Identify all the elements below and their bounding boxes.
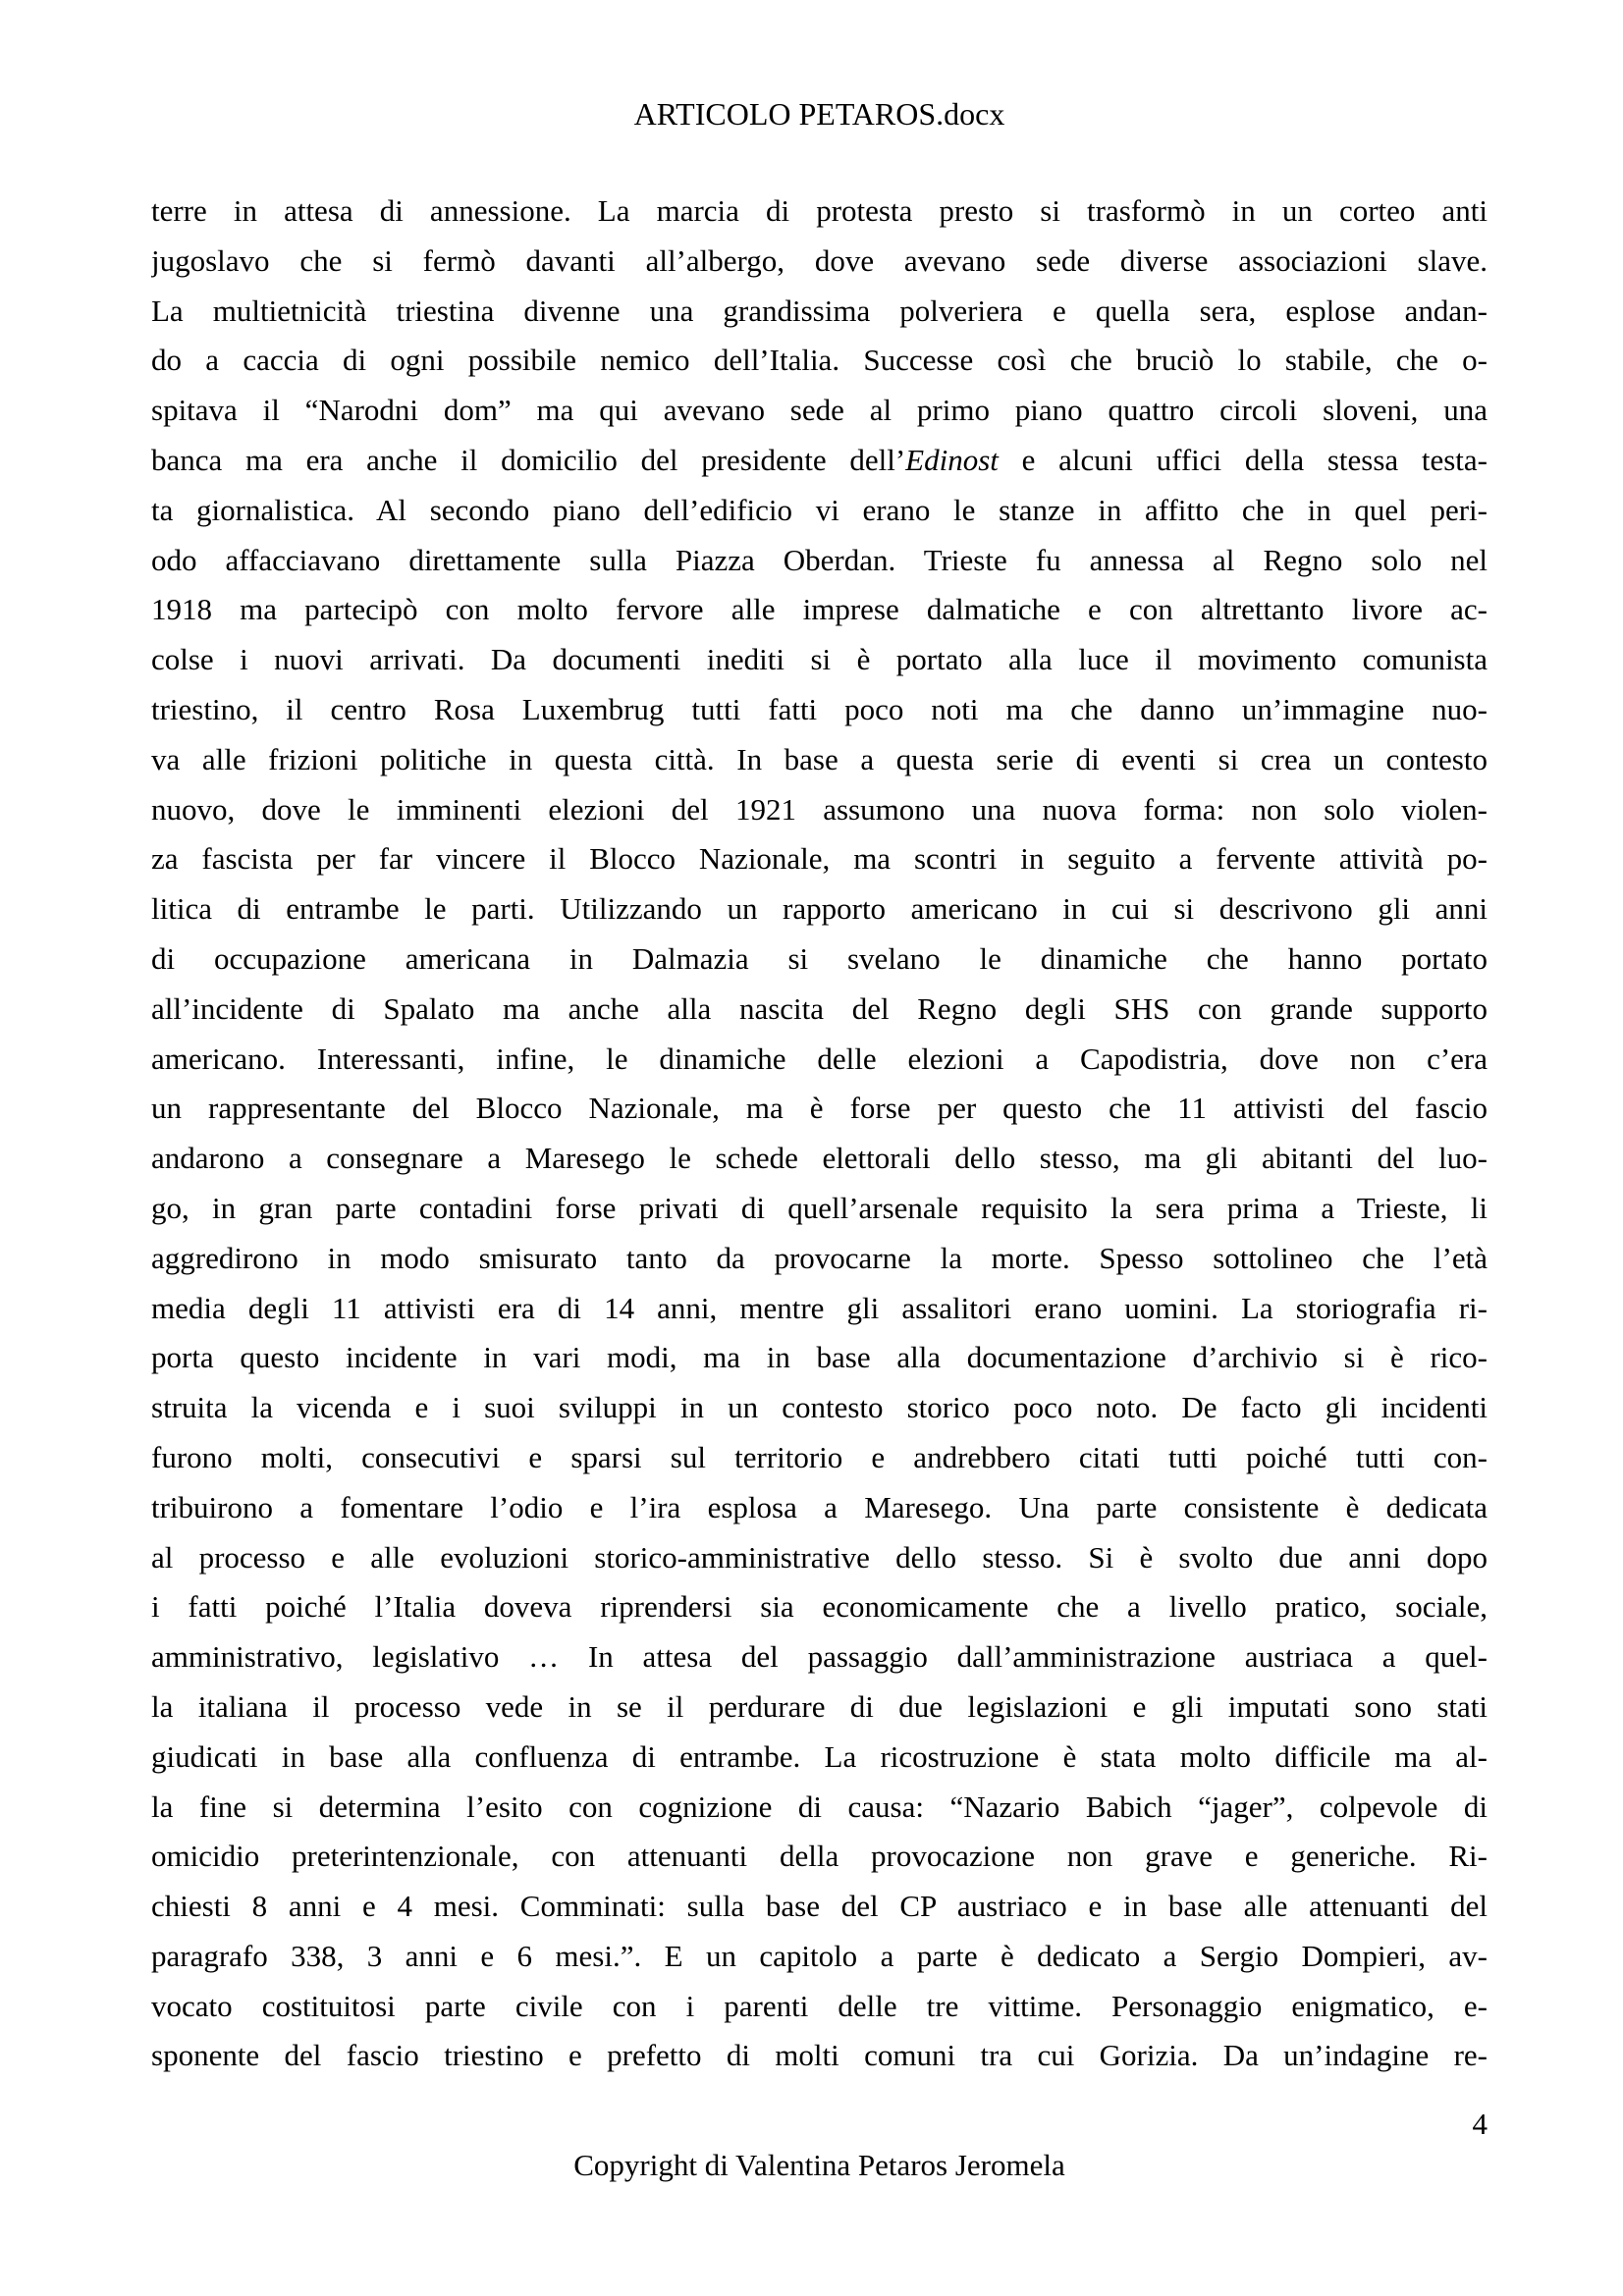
text-line: andarono a consegnare a Maresego le schede elettorali dello stesso, ma gli abitanti del luo-	[151, 1141, 1488, 1176]
text-line: al processo e alle evoluzioni storico-amministrative dello stesso. Si è svolto due anni dopo	[151, 1539, 1488, 1575]
text-line: americano. Interessanti, infine, le dinamiche delle elezioni a Capodistria, dove non c’era	[151, 1041, 1488, 1076]
italic-text-segment: Edinost	[905, 442, 999, 477]
text-line: nuovo, dove le imminenti elezioni del 1921 assumono una nuova forma: non solo violen-	[151, 791, 1488, 827]
text-line: jugoslavo che si fermò davanti all’albergo, dove avevano sede diverse associazioni slave.	[151, 242, 1488, 278]
text-line: odo affacciavano direttamente sulla Piazza Oberdan. Trieste fu annessa al Regno solo nel	[151, 542, 1488, 577]
text-line: furono molti, consecutivi e sparsi sul territorio e andrebbero citati tutti poiché tutti con-	[151, 1439, 1488, 1474]
text-line: 1918 ma partecipò con molto fervore alle imprese dalmatiche e con altrettanto livore ac-	[151, 592, 1488, 627]
text-line: va alle frizioni politiche in questa città. In base a questa serie di eventi si crea un contesto	[151, 741, 1488, 776]
text-line: amministrativo, legislativo … In attesa del passaggio dall’amministrazione austriaca a quel-	[151, 1639, 1488, 1675]
text-line: vocato costituitosi parte civile con i parenti delle tre vittime. Personaggio enigmatico, e-	[151, 1988, 1488, 2023]
footer-copyright: Copyright di Valentina Petaros Jeromela	[573, 2148, 1065, 2182]
text-line: la italiana il processo vede in se il perdurare di due legislazioni e gli imputati sono stati	[151, 1688, 1488, 1724]
document-title: ARTICOLO PETAROS.docx	[633, 96, 1005, 132]
text-line: aggredirono in modo smisurato tanto da provocarne la morte. Spesso sottolineo che l’età	[151, 1240, 1488, 1275]
text-line: litica di entrambe le parti. Utilizzando un rapporto americano in cui si descrivono gli anni	[151, 891, 1488, 927]
text-line: colse i nuovi arrivati. Da documenti inediti si è portato alla luce il movimento comunista	[151, 642, 1488, 677]
page-number: 4	[1472, 2107, 1488, 2141]
text-line: media degli 11 attivisti era di 14 anni, mentre gli assalitori erano uomini. La storiografia ri-	[151, 1290, 1488, 1325]
text-line: sponente del fascio triestino e prefetto di molti comuni tra cui Gorizia. Da un’indagine re-	[151, 2038, 1488, 2073]
text-line: di occupazione americana in Dalmazia si svelano le dinamiche che hanno portato	[151, 940, 1488, 976]
text-line: porta questo incidente in vari modi, ma in base alla documentazione d’archivio si è rico-	[151, 1340, 1488, 1375]
text-line: chiesti 8 anni e 4 mesi. Comminati: sulla base del CP austriaco e in base alle attenuanti del	[151, 1889, 1488, 1924]
text-line: la fine si determina l’esito con cognizione di causa: “Nazario Babich “jager”, colpevole di	[151, 1789, 1488, 1824]
text-segment: e alcuni uffici della stessa testa-	[998, 442, 1488, 477]
text-line: all’incidente di Spalato ma anche alla nascita del Regno degli SHS con grande supporto	[151, 990, 1488, 1026]
text-line: La multietnicità triestina divenne una grandissima polveriera e quella sera, esplose andan-	[151, 293, 1488, 328]
text-line: spitava il “Narodni dom” ma qui avevano sede al primo piano quattro circoli sloveni, una	[151, 393, 1488, 428]
text-line: paragrafo 338, 3 anni e 6 mesi.”. E un capitolo a parte è dedicato a Sergio Dompieri, av-	[151, 1938, 1488, 1973]
text-line: terre in attesa di annessione. La marcia di protesta presto si trasformò in un corteo anti	[151, 193, 1488, 228]
document-body	[151, 187, 1488, 2081]
text-line: do a caccia di ogni possibile nemico dell’Italia. Successe così che bruciò lo stabile, che o-	[151, 343, 1488, 378]
text-line: triestino, il centro Rosa Luxembrug tutti fatti poco noti ma che danno un’immagine nuo-	[151, 691, 1488, 726]
document-header	[151, 94, 1488, 133]
text-line: tribuirono a fomentare l’odio e l’ira esplosa a Maresego. Una parte consistente è dedicata	[151, 1489, 1488, 1524]
text-line: un rappresentante del Blocco Nazionale, ma è forse per questo che 11 attivisti del fascio	[151, 1091, 1488, 1126]
text-line	[151, 436, 1488, 486]
text-line: go, in gran parte contadini forse privati di quell’arsenale requisito la sera prima a Trieste, li	[151, 1190, 1488, 1225]
text-line: giudicati in base alla confluenza di entrambe. La ricostruzione è stata molto difficile ma al-	[151, 1738, 1488, 1774]
text-line: i fatti poiché l’Italia doveva riprendersi sia economicamente che a livello pratico, sociale,	[151, 1589, 1488, 1625]
text-line: omicidio preterintenzionale, con attenuanti della provocazione non grave e generiche. Ri-	[151, 1839, 1488, 1874]
text-line: ta giornalistica. Al secondo piano dell’edificio vi erano le stanze in affitto che in quel peri-	[151, 492, 1488, 527]
text-line: za fascista per far vincere il Blocco Nazionale, ma scontri in seguito a fervente attività po-	[151, 841, 1488, 877]
text-segment: banca ma era anche il domicilio del presidente dell’	[151, 442, 906, 477]
text-line: struita la vicenda e i suoi sviluppi in un contesto storico poco noto. De facto gli incidenti	[151, 1390, 1488, 1425]
